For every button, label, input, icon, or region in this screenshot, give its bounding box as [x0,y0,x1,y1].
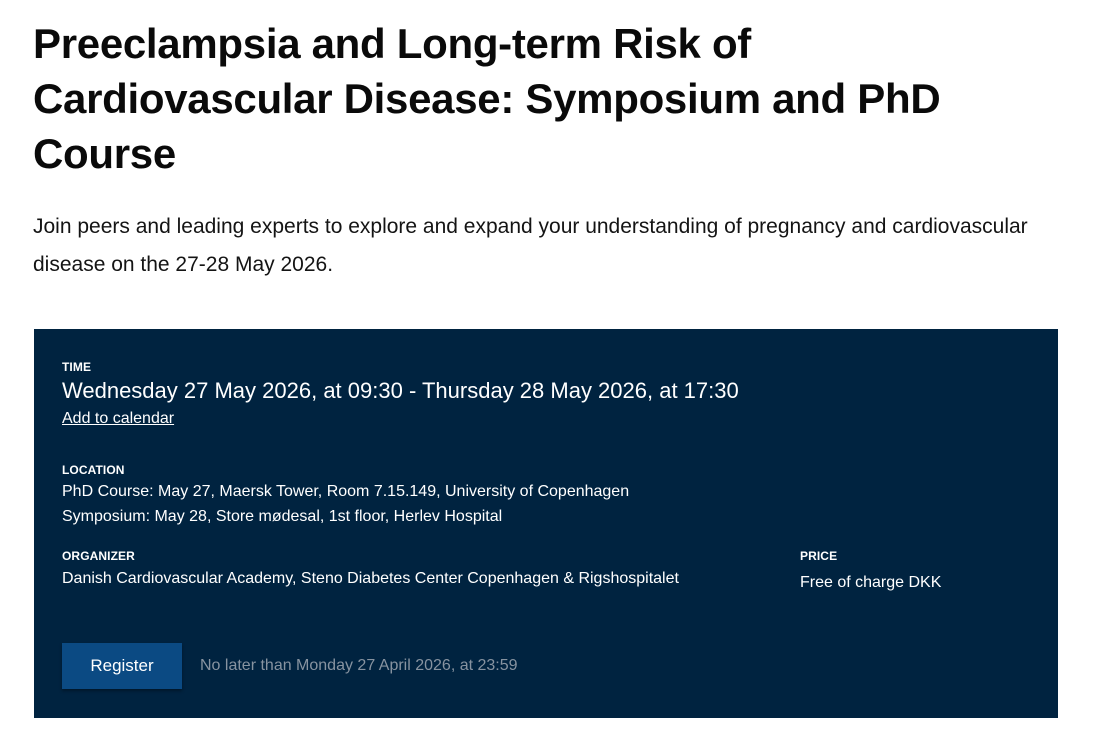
location-phd-course: PhD Course: May 27, Maersk Tower, Room 7.15.149, University of Copenhagen [62,483,630,500]
location-symposium: Symposium: May 28, Store mødesal, 1st floor, Herlev Hospital [62,508,503,525]
time-value: Wednesday 27 May 2026, at 09:30 - Thursday 28 May 2026, at 17:30 [62,378,739,403]
register-button[interactable]: Register [62,643,182,689]
add-to-calendar-link[interactable]: Add to calendar [62,410,175,427]
organizer-label: ORGANIZER [62,549,135,563]
organizer-value: Danish Cardiovascular Academy, Steno Diabetes Center Copenhagen & Rigshospitalet [62,570,679,587]
event-details-panel [34,329,1058,718]
location-label: LOCATION [62,463,125,477]
registration-deadline: No later than Monday 27 April 2026, at 23:59 [200,657,518,674]
price-value: Free of charge DKK [800,574,942,591]
event-intro: Join peers and leading experts to explore and expand your understanding of pregnancy and cardiovascular disease on the 27-28 May 2026. [33,215,1028,276]
page-title: Preeclampsia and Long-term Risk of Cardiovascular Disease: Symposium and PhD Course [33,20,941,177]
price-label: PRICE [800,549,838,563]
time-label: TIME [62,360,92,374]
